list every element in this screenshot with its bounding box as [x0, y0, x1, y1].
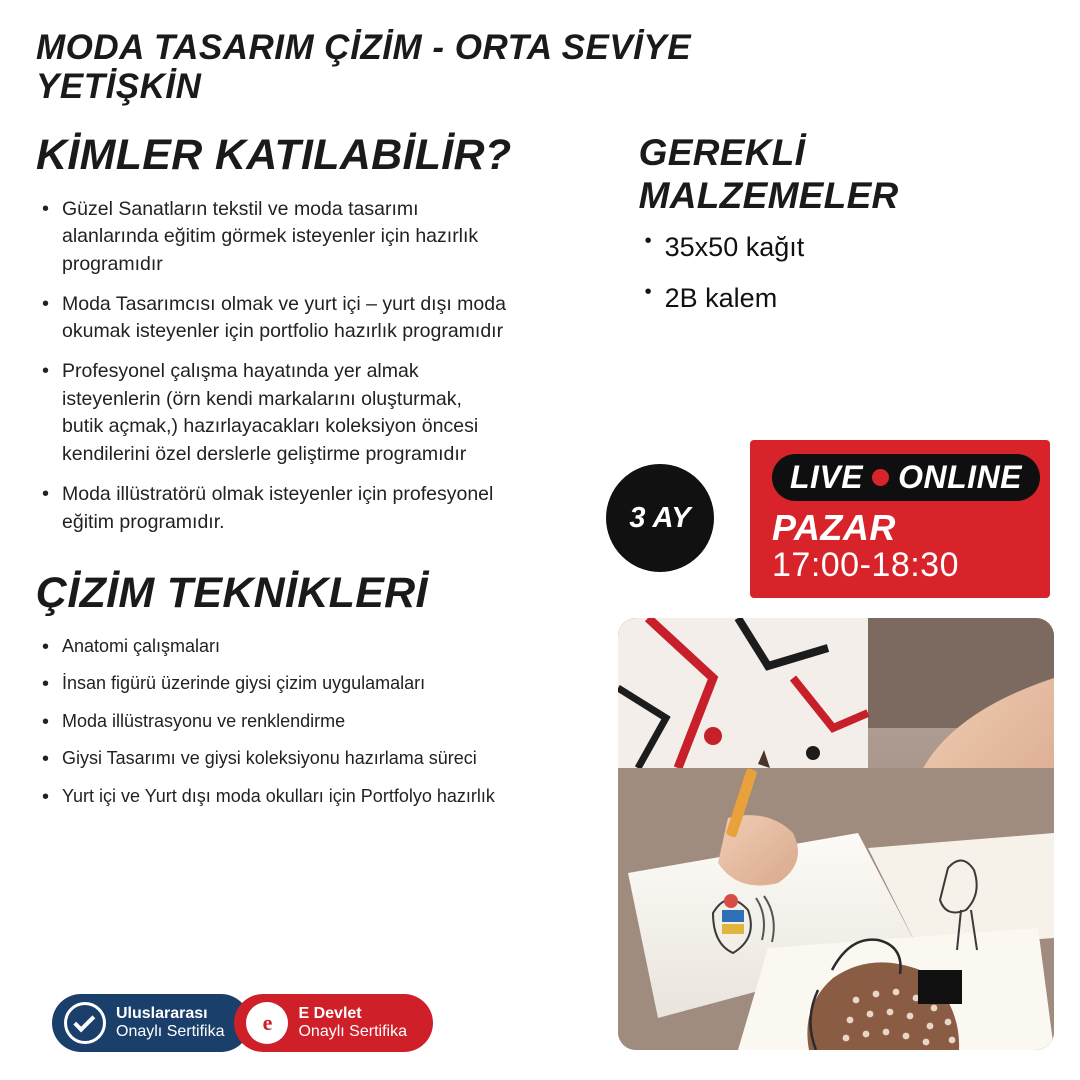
list-item: • Moda illüstratörü olmak isteyenler için profesyonel eğitim programıdır. [36, 481, 506, 536]
check-circle-icon [64, 1002, 106, 1044]
list-item: • Profesyonel çalışma hayatında yer almak isteyenlerin (örn kendi markalarını oluşturmak, butik açmak,) hazırlayacakları koleksiyon öncesi kendilerini özel derslerle geliştirme programıdır [36, 358, 506, 469]
list-item: • Giysi Tasarımı ve giysi koleksiyonu hazırlama süreci [36, 746, 556, 772]
badge-international-text [116, 1005, 224, 1041]
techniques-section-title: ÇİZİM TEKNİKLERİ [36, 569, 428, 618]
poster-header [36, 28, 1048, 106]
techniques-block [36, 570, 617, 809]
record-dot-icon [872, 469, 889, 486]
certificate-badges [52, 994, 433, 1052]
live-label: LIVE [790, 459, 864, 495]
left-column [36, 132, 617, 821]
badge-edevlet-text [298, 1005, 406, 1041]
badge-line2: Onaylı Sertifika [298, 1023, 407, 1040]
duration-badge: 3 AY [606, 464, 714, 572]
list-item: • Moda illüstrasyonu ve renklendirme [36, 709, 556, 735]
schedule-time: 17:00-18:30 [772, 545, 959, 584]
materials-section-title: GEREKLİ MALZEMELER [638, 132, 899, 217]
badge-edevlet [234, 994, 432, 1052]
techniques-list [36, 634, 617, 810]
course-audience: YETİŞKİN [36, 67, 202, 107]
schedule-day: PAZAR [772, 507, 896, 548]
online-label: ONLINE [898, 459, 1023, 495]
who-section-title: KİMLER KATILABİLİR? [36, 131, 512, 180]
list-item: • Güzel Sanatların tekstil ve moda tasarımı alanlarında eğitim görmek isteyenler için hazırlık programıdır [36, 196, 506, 279]
course-title: MODA TASARIM ÇİZİM - ORTA SEVİYE [36, 28, 692, 67]
list-item: • Yurt içi ve Yurt dışı moda okulları için Portfolyo hazırlık [36, 784, 556, 810]
badge-line1: Uluslararası [116, 1005, 208, 1023]
list-item: • 2B kalem [639, 279, 1048, 317]
fashion-sketching-photo [618, 618, 1054, 1050]
badge-line2: Onaylı Sertifika [116, 1023, 225, 1040]
who-list [36, 196, 617, 537]
live-online-pill [772, 454, 1040, 501]
list-item: • 35x50 kağıt [639, 228, 1048, 266]
course-photo [618, 618, 1054, 1050]
badge-international [52, 994, 250, 1052]
list-item: • Anatomi çalışmaları [36, 634, 556, 660]
list-item: • İnsan figürü üzerinde giysi çizim uygulamaları [36, 671, 556, 697]
e-devlet-icon: e [246, 1002, 288, 1044]
materials-list [639, 228, 1048, 317]
list-item: • Moda Tasarımcısı olmak ve yurt içi – yurt dışı moda okumak isteyenler için portfolio hazırlık programıdır [36, 291, 506, 346]
badge-line1: E Devlet [298, 1005, 362, 1023]
schedule-card [750, 440, 1050, 598]
